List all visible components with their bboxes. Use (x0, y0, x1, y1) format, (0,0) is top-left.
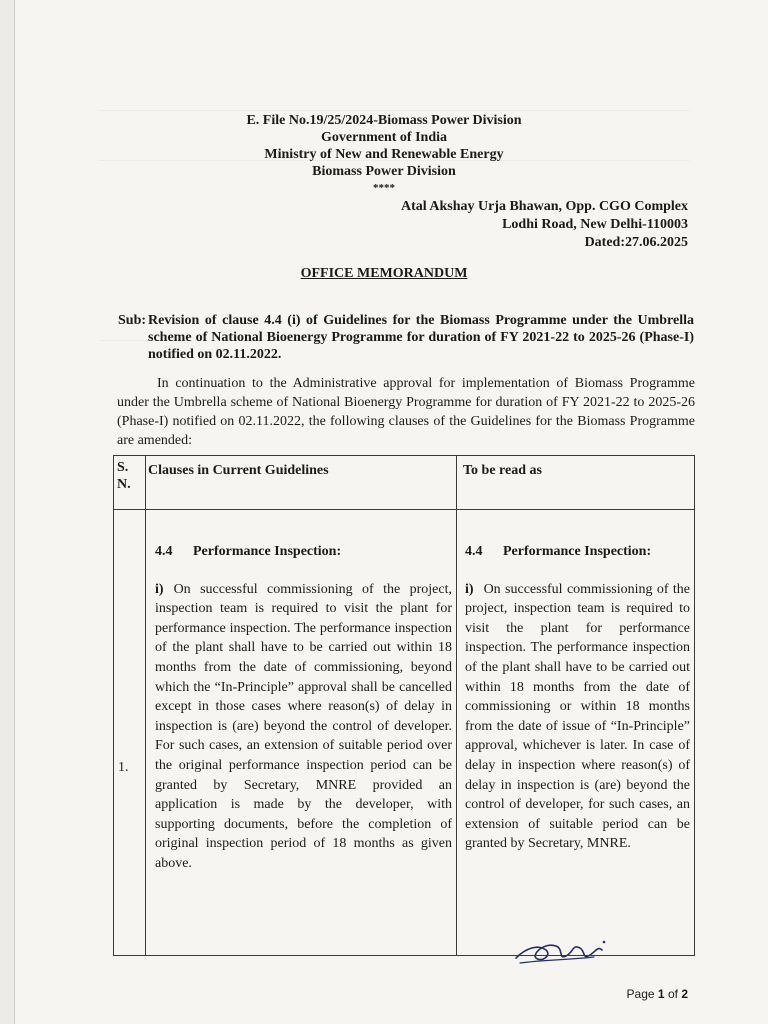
government-line: Government of India (321, 130, 447, 145)
ministry-line: Ministry of New and Renewable Energy (264, 147, 504, 162)
header-to-be-read-as: To be read as (457, 456, 695, 510)
new-section-number: 4.4 (465, 544, 483, 559)
amendment-table (113, 455, 695, 956)
page-current: 1 (657, 987, 665, 1001)
address-line-2: Lodhi Road, New Delhi-110003 (502, 217, 688, 232)
current-section-number: 4.4 (155, 544, 173, 559)
new-item-number: i) (465, 581, 474, 597)
file-number: E. File No.19/25/2024-Biomass Power Division (246, 113, 522, 128)
current-clause-body: On successful commissioning of the project, inspection team is required to visit the plant for performance inspection. The performance inspection of the plant shall have to be carried out within 18 months from the date of commissioning, beyond which the “In-Principle” approval shall be cancelled except in those cases where reason(s) of delay in inspection is (are) beyond the control of developer. For such cases, an extension of suitable period over the original performance inspection period can be granted by Secretary, MNRE provided an application is made by the developer, with supporting documents, before the completion of original inspection period of 18 months as given above. (155, 581, 452, 871)
subject-label: Sub: (118, 313, 147, 328)
row-sn: 1. (114, 510, 146, 956)
date-line: Dated:27.06.2025 (584, 235, 688, 250)
subject-text: Revision of clause 4.4 (i) of Guidelines for the Biomass Programme under the Umbrella scheme of National Bioenergy Programme for duration of FY 2021-22 to 2025-26 (Phase-I) notified on 02.11.2022. (148, 313, 694, 362)
new-clause-body: On successful commissioning of the project, inspection team is required to visit the plant for performance inspection. The performance inspection of the plant shall have to be carried out within 18 months from the date of commissioning or within 18 months from the date of issue of “In-Principle” approval, whichever is later. In case of delay in inspection where reason(s) of delay in inspection is (are) beyond the control of developer, for such cases, an extension of suitable period can be granted by Secretary, MNRE. (465, 581, 690, 852)
division-line: Biomass Power Division (312, 164, 456, 179)
page-of: of (667, 987, 678, 1001)
new-clause-cell (457, 510, 695, 956)
current-clause-text (155, 580, 452, 874)
new-clause-text (465, 580, 690, 854)
current-clause-cell (146, 510, 457, 956)
new-section-heading (465, 542, 690, 562)
page-total: 2 (681, 987, 688, 1001)
page-word: Page (626, 987, 655, 1001)
new-section-title: Performance Inspection: (503, 544, 652, 559)
subject-block (118, 312, 694, 363)
current-item-number: i) (155, 581, 164, 597)
table-row (114, 510, 695, 956)
address-line-1: Atal Akshay Urja Bhawan, Opp. CGO Complex (400, 199, 688, 214)
intro-paragraph: In continuation to the Administrative approval for implementation of Biomass Programme under the Umbrella scheme of National Bioenergy Programme for duration of FY 2021-22 to 2025-26 (Phase-I) notified on 02.11.2022, the following clauses of the Guidelines for the Biomass Programme are amended: (117, 376, 695, 448)
header-sn: S. N. (114, 456, 146, 510)
table-header-row (114, 456, 695, 510)
header-current-guidelines: Clauses in Current Guidelines (146, 456, 457, 510)
stars-separator: **** (373, 182, 395, 194)
memo-title: OFFICE MEMORANDUM (300, 266, 468, 281)
handwritten-signature (512, 930, 612, 970)
current-section-heading (155, 542, 452, 562)
current-section-title: Performance Inspection: (193, 544, 342, 559)
page-number (627, 987, 688, 1001)
